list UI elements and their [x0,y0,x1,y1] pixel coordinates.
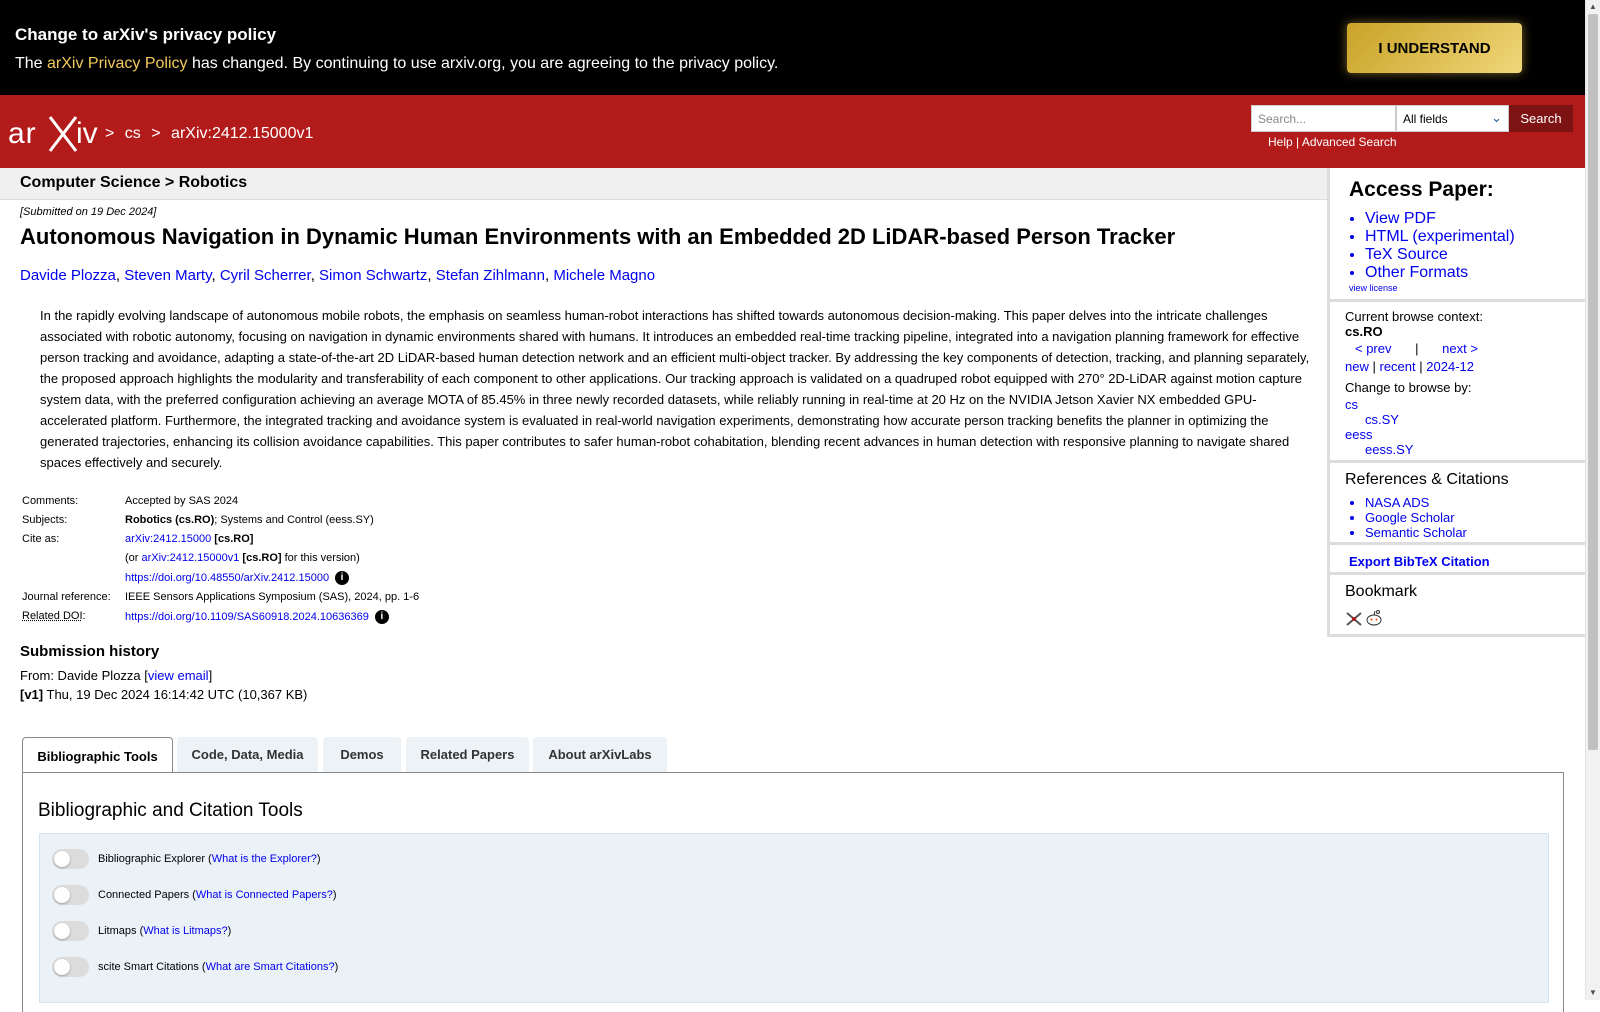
connected-papers-toggle[interactable] [52,885,89,905]
paper-title: Autonomous Navigation in Dynamic Human Environments with an Embedded 2D LiDAR-based Person Tracker [20,224,1176,249]
tool-name: Connected Papers [98,889,190,901]
bibtex-box [1327,545,1585,575]
privacy-banner [0,0,1585,95]
google-scholar-link[interactable]: Google Scholar [1365,510,1455,525]
access-item [1365,264,1515,282]
author-link[interactable]: Simon Schwartz [319,267,428,284]
help-sep: | [1296,135,1300,149]
tab-panel [22,772,1564,1012]
scroll-down-icon[interactable]: ▼ [1589,988,1597,997]
subjects-value [125,514,374,526]
semantic-scholar-link[interactable]: Semantic Scholar [1365,525,1467,540]
journal-label: Journal reference: [22,591,111,603]
access-links [1349,210,1515,282]
privacy-text [15,55,778,73]
toggle-knob [54,959,70,975]
browse-eess [1345,427,1372,442]
context-value: cs.RO [1345,324,1383,339]
access-item [1365,228,1515,246]
toggle-knob [54,851,70,867]
privacy-text-after: has changed. By continuing to use arxiv.org, you are agreeing to the privacy policy. [187,55,779,72]
i-understand-button[interactable]: I UNDERSTAND [1347,23,1522,73]
browse-eess-sy [1365,442,1413,457]
author-link[interactable]: Steven Marty [124,267,212,284]
browse-sep: | [1372,359,1376,374]
comments-label: Comments: [22,495,79,507]
recent-link[interactable]: recent [1379,359,1416,374]
litmaps-toggle[interactable] [52,921,89,941]
cite-link[interactable]: arXiv:2412.15000 [125,533,212,545]
help-links [1268,135,1397,149]
tool-name: scite Smart Citations [98,961,199,973]
bibsonomy-icon[interactable] [1345,611,1363,627]
tool-info-link[interactable]: What are Smart Citations? [205,961,335,973]
reference-item [1365,525,1467,540]
month-link[interactable]: 2024-12 [1426,359,1474,374]
submission-from-end: ] [208,668,213,683]
cite-label: Cite as: [22,533,60,545]
cite-or: (or [125,552,142,564]
view-email-link[interactable]: view email [147,668,209,683]
submission-v1 [20,687,307,702]
site-header [0,95,1585,168]
category-title: Computer Science > Robotics [20,174,248,191]
submission-history-title: Submission history [20,643,160,660]
bibliographic-explorer-toggle[interactable] [52,849,89,869]
access-paper-box [1327,168,1585,302]
submitted-date: [Submitted on 19 Dec 2024] [20,206,157,218]
cite-version-link[interactable]: arXiv:2412.15000v1 [141,552,240,564]
other-formats-link[interactable]: Other Formats [1365,264,1469,281]
search-field-value: All fields [1403,112,1448,126]
scrollbar-thumb[interactable] [1588,14,1598,750]
breadcrumb-cs[interactable]: cs [124,125,141,142]
view-pdf-link[interactable]: View PDF [1365,210,1436,227]
privacy-policy-link[interactable]: arXiv Privacy Policy [47,55,188,72]
author-link[interactable]: Cyril Scherrer [219,267,311,284]
version-text: Thu, 19 Dec 2024 16:14:42 UTC (10,367 KB) [43,687,308,702]
breadcrumb-sep: > [105,125,115,142]
page-scrollbar[interactable] [1585,0,1600,1000]
toggle-knob [54,923,70,939]
reference-item [1365,510,1467,525]
bookmark-title: Bookmark [1345,583,1418,600]
info-icon[interactable]: i [375,610,389,624]
search-button[interactable]: Search [1509,105,1573,132]
browse-context-box [1327,302,1585,463]
authors-list: Davide Plozza, Steven Marty, Cyril Scherrer, Simon Schwartz, Stefan Zihlmann, Michele Magno [20,267,656,284]
author-link[interactable]: Stefan Zihlmann [435,267,545,284]
view-license-link[interactable]: view license [1349,283,1398,293]
comments-value: Accepted by SAS 2024 [125,495,239,507]
breadcrumb-paper-id: arXiv:2412.15000v1 [171,125,314,142]
category-bar [0,168,1327,200]
author-link[interactable]: Davide Plozza [20,267,116,284]
scroll-up-icon[interactable]: ▲ [1589,2,1597,11]
svg-text:iv: iv [76,117,98,150]
submission-from [20,668,212,683]
subjects-rest: ; Systems and Control (eess.SY) [214,514,374,526]
tool-info-link[interactable]: What is Litmaps? [143,925,228,937]
help-link[interactable]: Help [1268,135,1293,149]
abstract-text: In the rapidly evolving landscape of autonomous mobile robots, the emphasis on seamless human-robot interactions has shifted towards autonomous decision-making. This paper delves into the intricate challenges associated with robotic autonomy, focusing on navigation in dynamic environments shared with humans. It introduces an embedded real-time tracking pipeline, integrated into a navigation planning framework for effective person tracking and avoidance, adapting a state-of-the-art 2D LiDAR-based human detection network and an efficient multi-object tracker. By addressing the key components of detection, tracking, and planning separately, the proposed approach highlights the modularity and transferability of each component to other applications. Our tracking approach is validated on a quadruped robot equipped with 270° 2D-LiDAR against motion capture system data, with the preferred configuration achieving an average MOTA of 85.45% in three newly recorded datasets, while reliably running in real-time at 20 Hz on the NVIDIA Jetson Xavier NX embedded GPU-accelerated platform. Furthermore, the integrated tracking and avoidance system is evaluated in real-world navigation experiments, demonstrating how accurate person tracking benefits the planner in optimizing the generated trajectories, enhancing its collision avoidance capabilities. This paper contributes to safer human-robot cohabitation, blending recent advances in human detection with responsive planning to navigate shared spaces effectively and securely. [40,308,1310,470]
access-item [1365,210,1515,228]
tool-row: Connected Papers ( What is Connected Papers? ) [52,885,337,905]
nasa-ads-link[interactable]: NASA ADS [1365,495,1430,510]
tab-related-papers[interactable]: Related Papers [406,737,529,772]
privacy-title: Change to arXiv's privacy policy [15,25,277,44]
export-bibtex-link[interactable]: Export BibTeX Citation [1349,554,1490,569]
privacy-text-before: The [15,55,48,72]
browse-cs-sy-link[interactable]: cs.SY [1365,412,1399,427]
prev-link[interactable]: < prev [1355,341,1392,356]
search-input[interactable]: Search... [1251,105,1396,132]
cite-version-value [125,552,360,564]
chevron-down-icon: ⌄ [1491,110,1502,125]
prev-next [1355,341,1478,356]
journal-value: IEEE Sensors Applications Symposium (SAS), 2024, pp. 1-6 [125,591,420,603]
related-doi-value [125,610,389,624]
references-list [1345,495,1467,540]
browse-cs [1345,397,1358,412]
bookmark-box [1327,575,1585,637]
tab-bibliographic-tools[interactable]: Bibliographic Tools [22,737,173,774]
subjects-primary: Robotics (cs.RO) [125,514,215,526]
submission-from-text: From: Davide Plozza [ [20,668,148,683]
advanced-search-link[interactable]: Advanced Search [1301,135,1397,149]
tool-row: scite Smart Citations ( What are Smart Citations? ) [52,957,338,977]
tex-source-link[interactable]: TeX Source [1365,246,1448,263]
arxiv-logo[interactable] [8,113,103,153]
browse-links [1345,359,1474,374]
breadcrumb [105,125,319,143]
browse-sep: | [1419,359,1423,374]
browse-eess-link[interactable]: eess [1345,427,1373,442]
tool-row: Litmaps ( What is Litmaps? ) [52,921,231,941]
toggle-knob [54,887,70,903]
tab-demos[interactable]: Demos [323,737,401,772]
tab-about-arxivlabs[interactable]: About arXivLabs [533,737,667,772]
tool-info-link[interactable]: What is Connected Papers? [195,889,333,901]
submission-history [20,643,308,702]
related-doi-label [22,610,86,622]
cite-version-tail: for this version) [281,552,360,564]
prev-next-sep: | [1415,341,1419,356]
related-doi-link[interactable]: https://doi.org/10.1109/SAS60918.2024.10636369 [125,610,369,623]
access-paper-title: Access Paper: [1349,178,1494,201]
reddit-icon[interactable] [1365,609,1383,627]
html-link[interactable]: HTML (experimental) [1365,228,1515,245]
cite-category: [cs.RO] [214,533,254,545]
tool-row: Bibliographic Explorer ( What is the Explorer? ) [52,849,321,869]
svg-text:ar: ar [8,117,37,150]
tool-name: Bibliographic Explorer [98,853,205,865]
references-title: References & Citations [1345,471,1509,488]
references-box [1327,463,1585,545]
browse-cs-link[interactable]: cs [1345,397,1358,412]
tab-code-data-media[interactable]: Code, Data, Media [177,737,318,772]
subjects-label: Subjects: [22,514,68,526]
context-label: Current browse context: [1345,309,1484,324]
tool-name: Litmaps [98,925,137,937]
access-item [1365,246,1515,264]
related-doi-abbr: Related DOI [22,610,83,622]
tool-info-link[interactable]: What is the Explorer? [211,853,317,865]
cite-version-category: [cs.RO] [242,552,282,564]
reference-item [1365,495,1467,510]
browse-eess-sy-link[interactable]: eess.SY [1365,442,1414,457]
cite-value [125,533,253,545]
tools-box [39,833,1549,1003]
change-browse-label: Change to browse by: [1345,380,1472,395]
doi-link[interactable]: https://doi.org/10.48550/arXiv.2412.15000 [125,571,330,584]
related-doi-colon: : [82,610,86,622]
version-tag: [v1] [20,687,44,702]
doi-value [125,571,349,585]
author-link[interactable]: Michele Magno [553,267,656,284]
browse-cs-sy [1365,412,1399,427]
new-link[interactable]: new [1345,359,1369,374]
scite-toggle[interactable] [52,957,89,977]
next-link[interactable]: next > [1442,341,1478,356]
search-field-select[interactable] [1396,105,1509,132]
info-icon[interactable]: i [335,571,349,585]
tools-heading: Bibliographic and Citation Tools [38,800,303,821]
breadcrumb-sep: > [151,125,161,142]
